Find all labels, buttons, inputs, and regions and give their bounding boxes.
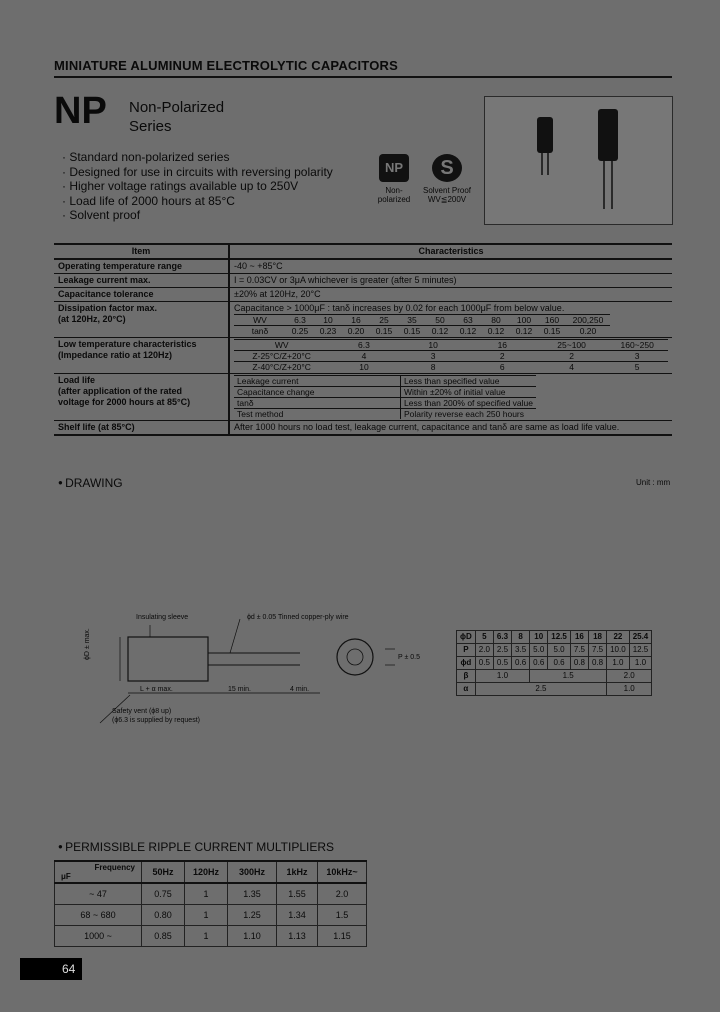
ripple-row [55,905,367,926]
loadlife-key: Test method [234,409,401,420]
lowtemp-wv-cell: 16 [468,340,537,351]
solvent-badge-icon: S [432,154,462,182]
dim-cell: 2.5 [475,683,606,696]
dim-cell: 6.3 [493,631,511,644]
dim-cell: 2.5 [493,644,511,657]
dim-cell: 0.6 [548,657,571,670]
dim-cell: 8 [512,631,530,644]
ripple-value: 1 [185,926,228,947]
drawing-unit: Unit : mm [636,478,671,487]
ripple-cap: ~ 47 [55,883,142,905]
diss-wv-cell: 16 [342,315,370,326]
ripple-header-row [55,861,367,883]
ripple-value: 1.10 [228,926,277,947]
series-name [129,98,224,136]
loadlife-value: Less than 200% of specified value [401,398,537,409]
dim-cell: 18 [588,631,606,644]
np-mark [370,154,418,204]
dim-row-label: ϕd [457,657,476,670]
ripple-value: 1.15 [318,926,367,947]
diss-tan-row [234,326,610,337]
dim-cell: 2.0 [475,644,493,657]
spec-col-characteristics: Characteristics [229,244,672,259]
ripple-row [55,883,367,905]
capacitor-image [485,97,672,224]
ripple-corner [55,861,142,883]
loadlife-key: Leakage current [234,376,401,387]
lowtemp-wv-row [234,340,668,351]
spec-value [229,302,672,338]
ripple-table [54,860,367,947]
diss-wv-cell: 50 [426,315,454,326]
spec-row-load-life [54,374,672,421]
loadlife-row [234,409,536,420]
dim-cell: 22 [607,631,630,644]
label-vent-note: (ϕ6.3 is supplied by request) [112,717,200,724]
spec-item-line: (after application of the rated [58,386,183,396]
spec-item-line: Load life [58,375,96,385]
dim-cell: 1.0 [475,670,529,683]
spec-table [54,243,672,436]
lowtemp-cell: 5 [606,362,668,373]
feature-list [62,150,333,223]
lowtemp-r1-row [234,351,668,362]
spec-item-line: Low temperature characteristics [58,339,197,349]
dim-cell: 7.5 [570,644,588,657]
dim-cell: 25.4 [629,631,652,644]
spec-row-low-temp [54,338,672,374]
diss-wv-cell: 160 [538,315,566,326]
dim-row [457,644,652,657]
ripple-value: 2.0 [318,883,367,905]
lowtemp-cell: 4 [329,351,398,362]
spec-row-dissipation [54,302,672,338]
ripple-value: 1.35 [228,883,277,905]
page-header: MINIATURE ALUMINUM ELECTROLYTIC CAPACITORS [54,58,398,73]
dim-cell: 0.5 [493,657,511,670]
dim-cell: 0.8 [570,657,588,670]
loadlife-row [234,398,536,409]
ripple-freq-header: 10kHz~ [318,861,367,883]
dim-cell: 1.0 [607,683,652,696]
diss-tan-cell: 0.15 [398,326,426,337]
product-photo [484,96,673,225]
loadlife-key: Capacitance change [234,387,401,398]
diss-wv-label: WV [234,315,286,326]
lowtemp-cell: 3 [399,351,468,362]
spec-item: Capacitance tolerance [54,288,229,302]
lowtemp-cell: 4 [537,362,606,373]
ripple-freq-header: 120Hz [185,861,228,883]
lowtemp-wv-cell: 25~100 [537,340,606,351]
diss-tan-cell: 0.12 [426,326,454,337]
dim-cell: 1.5 [530,670,607,683]
spec-item-line: (at 120Hz, 20°C) [58,314,126,324]
diss-tan-cell: 0.25 [286,326,314,337]
ripple-title: ● PERMISSIBLE RIPPLE CURRENT MULTIPLIERS [58,840,334,854]
spec-item [54,374,229,421]
spec-value [229,338,672,374]
feature-item: · Higher voltage ratings available up to 250V [62,179,333,194]
ripple-corner-cap: μF [61,872,71,881]
dim-cell: 10.0 [607,644,630,657]
diss-wv-cell: 80 [482,315,510,326]
diss-tan-cell: 0.12 [482,326,510,337]
header-rule [54,76,672,78]
lowtemp-r2-label: Z-40°C/Z+20°C [234,362,329,373]
diss-wv-cell: 35 [398,315,426,326]
dim-cell: 2.0 [607,670,652,683]
diss-tan-cell: 0.20 [342,326,370,337]
diss-wv-cell: 200,250 [566,315,610,326]
lowtemp-subtable [234,339,668,372]
ripple-corner-frequency: Frequency [94,863,135,872]
ripple-value: 1.5 [318,905,367,926]
label-length: L + α max. [140,686,173,693]
spec-item: Shelf life (at 85°C) [54,421,229,436]
spec-item [54,338,229,374]
lowtemp-cell: 8 [399,362,468,373]
ripple-freq-header: 300Hz [228,861,277,883]
dimension-drawing [90,605,430,735]
loadlife-value: Less than specified value [401,376,537,387]
dim-cell: 7.5 [588,644,606,657]
ripple-value: 1 [185,905,228,926]
loadlife-row [234,376,536,387]
dim-cell: 12.5 [629,644,652,657]
label-pitch: P ± 0.5 [398,654,421,661]
diss-note: Capacitance > 1000μF : tanδ increases by 0.02 for each 1000μF from below value. [234,303,565,313]
spec-item: Leakage current max. [54,274,229,288]
np-badge-icon: NP [379,154,409,182]
dim-cell: 0.6 [512,657,530,670]
ripple-value: 0.75 [142,883,185,905]
diss-wv-cell: 25 [370,315,398,326]
ripple-row [55,926,367,947]
np-mark-label: Non-polarized [377,186,411,204]
loadlife-value: Within ±20% of initial value [401,387,537,398]
feature-item: · Standard non-polarized series [62,150,333,165]
spec-row-shelf-life [54,421,672,436]
label-lead-length: 15 min. [228,686,251,693]
lowtemp-cell: 2 [468,351,537,362]
ripple-freq-header: 50Hz [142,861,185,883]
lowtemp-wv-cell: 6.3 [329,340,398,351]
loadlife-row [234,387,536,398]
spec-value: I = 0.03CV or 3μA whichever is greater (after 5 minutes) [229,274,672,288]
series-code: NP [54,90,107,132]
spec-col-item: Item [54,244,229,259]
feature-item: · Solvent proof [62,208,333,223]
dim-cell: 5.0 [548,644,571,657]
diss-tan-label: tanδ [234,326,286,337]
diss-wv-row [234,315,610,326]
diss-wv-cell: 63 [454,315,482,326]
spec-value: -40 ~ +85°C [234,261,283,271]
label-safety-vent: Safety vent (ϕ8 up) [112,708,172,715]
ripple-cap: 1000 ~ [55,926,142,947]
label-sleeve: Insulating sleeve [136,614,189,621]
spec-value [229,374,672,421]
spec-item-line: voltage for 2000 hours at 85°C) [58,397,191,407]
dim-row-label: β [457,670,476,683]
diss-wv-cell: 6.3 [286,315,314,326]
diss-tan-cell: 0.15 [370,326,398,337]
ripple-value: 1 [185,883,228,905]
feature-item: · Designed for use in circuits with reversing polarity [62,165,333,180]
ripple-value: 0.80 [142,905,185,926]
diss-wv-cell: 10 [314,315,342,326]
series-name-line1: Non-Polarized [129,99,225,116]
ripple-value: 1.13 [277,926,318,947]
diss-subtable [234,314,610,336]
ripple-value: 1.25 [228,905,277,926]
diss-tan-cell: 0.12 [454,326,482,337]
dim-cell: 1.0 [607,657,630,670]
ripple-value: 1.55 [277,883,318,905]
diss-tan-cell: 0.20 [566,326,610,337]
dim-row-label: P [457,644,476,657]
loadlife-subtable [234,375,536,419]
dim-row-label: α [457,683,476,696]
dim-row [457,631,652,644]
ripple-value: 1.34 [277,905,318,926]
spec-row-operating-temp [54,259,672,274]
lowtemp-cell: 10 [329,362,398,373]
lowtemp-cell: 2 [537,351,606,362]
dim-row [457,683,652,696]
page-number: 64 [62,962,76,976]
dim-row [457,670,652,683]
diss-wv-cell: 100 [510,315,538,326]
lowtemp-r2-row [234,362,668,373]
dim-cell: 0.5 [475,657,493,670]
ripple-cap: 68 ~ 680 [55,905,142,926]
diss-tan-cell: 0.23 [314,326,342,337]
dim-cell: 10 [530,631,548,644]
dimension-table [456,630,652,696]
solvent-mark-note: WV≦200V [427,195,467,204]
solvent-mark-label: Solvent Proof [422,186,472,195]
label-lead-wire: ϕd ± 0.05 Tinned copper-ply wire [247,614,349,621]
diss-tan-cell: 0.15 [538,326,566,337]
spec-row-cap-tolerance [54,288,672,302]
spec-row-leakage [54,274,672,288]
feature-item: · Load life of 2000 hours at 85°C [62,194,333,209]
spec-item [54,302,229,338]
dim-row-label: ϕD [457,631,476,644]
lowtemp-cell: 3 [606,351,668,362]
label-lead-length-2: 4 min. [290,686,310,693]
dim-cell: 0.8 [588,657,606,670]
lowtemp-wv-label: WV [234,340,329,351]
diss-tan-cell: 0.12 [510,326,538,337]
dim-cell: 0.6 [530,657,548,670]
dim-cell: 5 [475,631,493,644]
lowtemp-wv-cell: 160~250 [606,340,668,351]
ripple-freq-header: 1kHz [277,861,318,883]
drawing-title: ● DRAWING [58,476,123,490]
lowtemp-cell: 6 [468,362,537,373]
lowtemp-wv-cell: 10 [399,340,468,351]
dim-row [457,657,652,670]
lowtemp-r1-label: Z-25°C/Z+20°C [234,351,329,362]
loadlife-key: tanδ [234,398,401,409]
dim-cell: 1.0 [629,657,652,670]
dim-cell: 16 [570,631,588,644]
series-name-line2: Series [129,118,172,135]
dim-cell: 5.0 [530,644,548,657]
spec-item-line: (Impedance ratio at 120Hz) [58,350,173,360]
dim-cell: 3.5 [512,644,530,657]
spec-value: After 1000 hours no load test, leakage current, capacitance and tanδ are same as load life value. [229,421,672,436]
dim-cell: 12.5 [548,631,571,644]
ripple-value: 0.85 [142,926,185,947]
label-diameter: ϕD ± max. [84,628,91,660]
spec-item: Operating temperature range [54,259,229,274]
spec-item-line: Dissipation factor max. [58,303,158,313]
spec-value: ±20% at 120Hz, 20°C [229,288,672,302]
loadlife-value: Polarity reverse each 250 hours [401,409,537,420]
solvent-mark [422,154,472,204]
